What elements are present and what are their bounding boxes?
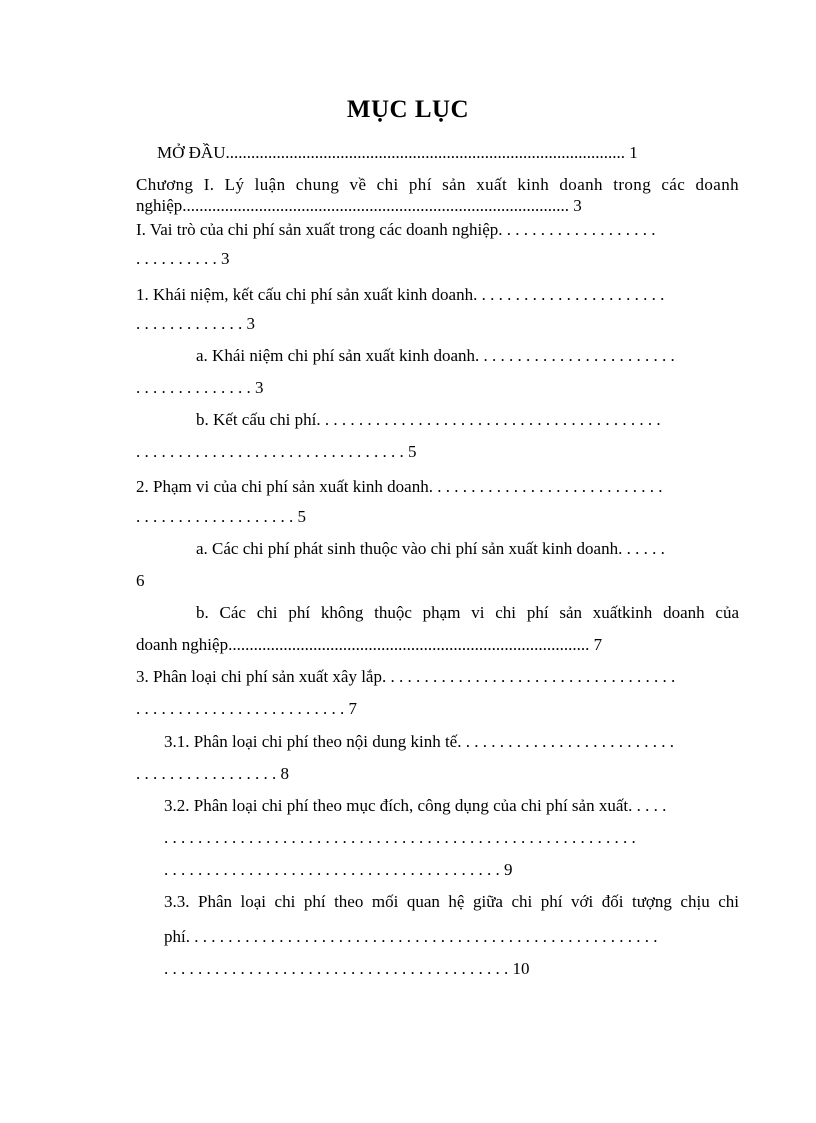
toc-entry-I-line-2[interactable]: . . . . . . . . . . 3 [136,249,230,268]
toc-entry-2-line-1[interactable]: 2. Phạm vi của chi phí sản xuất kinh doanh. . . . . . . . . . . . . . . . . . . . . . . . . . . . [136,477,663,496]
toc-entry-2b-line-1[interactable]: b. Các chi phí không thuộc phạm vi chi phí sản xuấtkinh doanh của [196,603,739,622]
toc-entry-3-1-line-2[interactable]: . . . . . . . . . . . . . . . . . 8 [136,764,289,783]
toc-entry-3-3-line-1[interactable]: 3.3. Phân loại chi phí theo mối quan hệ giữa chi phí với đối tượng chịu chi [164,892,739,911]
toc-entry-3-3-line-3[interactable]: . . . . . . . . . . . . . . . . . . . . . . . . . . . . . . . . . . . . . . . . . 10 [164,959,530,978]
toc-entry-2b-line-2[interactable]: doanh nghiệp..................................................................................... 7 [136,635,603,654]
toc-entry-1b-line-2[interactable]: . . . . . . . . . . . . . . . . . . . . . . . . . . . . . . . . 5 [136,442,417,461]
toc-entry-3-line-2[interactable]: . . . . . . . . . . . . . . . . . . . . . . . . . 7 [136,699,357,718]
toc-entry-2-line-2[interactable]: . . . . . . . . . . . . . . . . . . . 5 [136,507,306,526]
toc-entry-mo-dau[interactable]: MỞ ĐẦU.............................................................................................. 1 [157,143,638,162]
toc-entry-1-line-2[interactable]: . . . . . . . . . . . . . 3 [136,314,255,333]
toc-entry-I-line-1[interactable]: I. Vai trò của chi phí sản xuất trong các doanh nghiệp. . . . . . . . . . . . . . . . . . . [136,220,656,239]
toc-entry-3-2-line-1[interactable]: 3.2. Phân loại chi phí theo mục đích, công dụng của chi phí sản xuất. . . . . [164,796,667,815]
toc-entry-3-2-line-3[interactable]: . . . . . . . . . . . . . . . . . . . . . . . . . . . . . . . . . . . . . . . . 9 [164,860,513,879]
toc-entry-chuong-1-line-2[interactable]: nghiệp........................................................................................... 3 [136,196,582,215]
toc-entry-1a-line-1[interactable]: a. Khái niệm chi phí sản xuất kinh doanh. . . . . . . . . . . . . . . . . . . . . . . . [196,346,675,365]
toc-entry-1-line-1[interactable]: 1. Khái niệm, kết cấu chi phí sản xuất kinh doanh. . . . . . . . . . . . . . . . . . . . . . . [136,285,665,304]
toc-entry-1b-line-1[interactable]: b. Kết cấu chi phí. . . . . . . . . . . . . . . . . . . . . . . . . . . . . . . . . . . . . . . . . [196,410,661,429]
toc-entry-2a-line-2[interactable]: 6 [136,571,145,590]
toc-entry-1a-line-2[interactable]: . . . . . . . . . . . . . . 3 [136,378,264,397]
toc-entry-3-2-line-2[interactable]: . . . . . . . . . . . . . . . . . . . . . . . . . . . . . . . . . . . . . . . . . . . . . . . . . . . . . . . . [164,828,636,847]
toc-entry-3-line-1[interactable]: 3. Phân loại chi phí sản xuất xây lắp. . . . . . . . . . . . . . . . . . . . . . . . . . . . . . . . . . . [136,667,676,686]
page-title: MỤC LỤC [346,96,470,123]
toc-entry-2a-line-1[interactable]: a. Các chi phí phát sinh thuộc vào chi phí sản xuất kinh doanh. . . . . . [196,539,665,558]
toc-entry-chuong-1-line-1[interactable]: Chương I. Lý luận chung về chi phí sản xuất kinh doanh trong các doanh [136,175,739,194]
toc-entry-3-1-line-1[interactable]: 3.1. Phân loại chi phí theo nội dung kinh tế. . . . . . . . . . . . . . . . . . . . . . . . . . [164,732,674,751]
toc-entry-3-3-line-2[interactable]: phí. . . . . . . . . . . . . . . . . . . . . . . . . . . . . . . . . . . . . . . . . . . . . . . . . . . . . . . . [164,927,658,946]
